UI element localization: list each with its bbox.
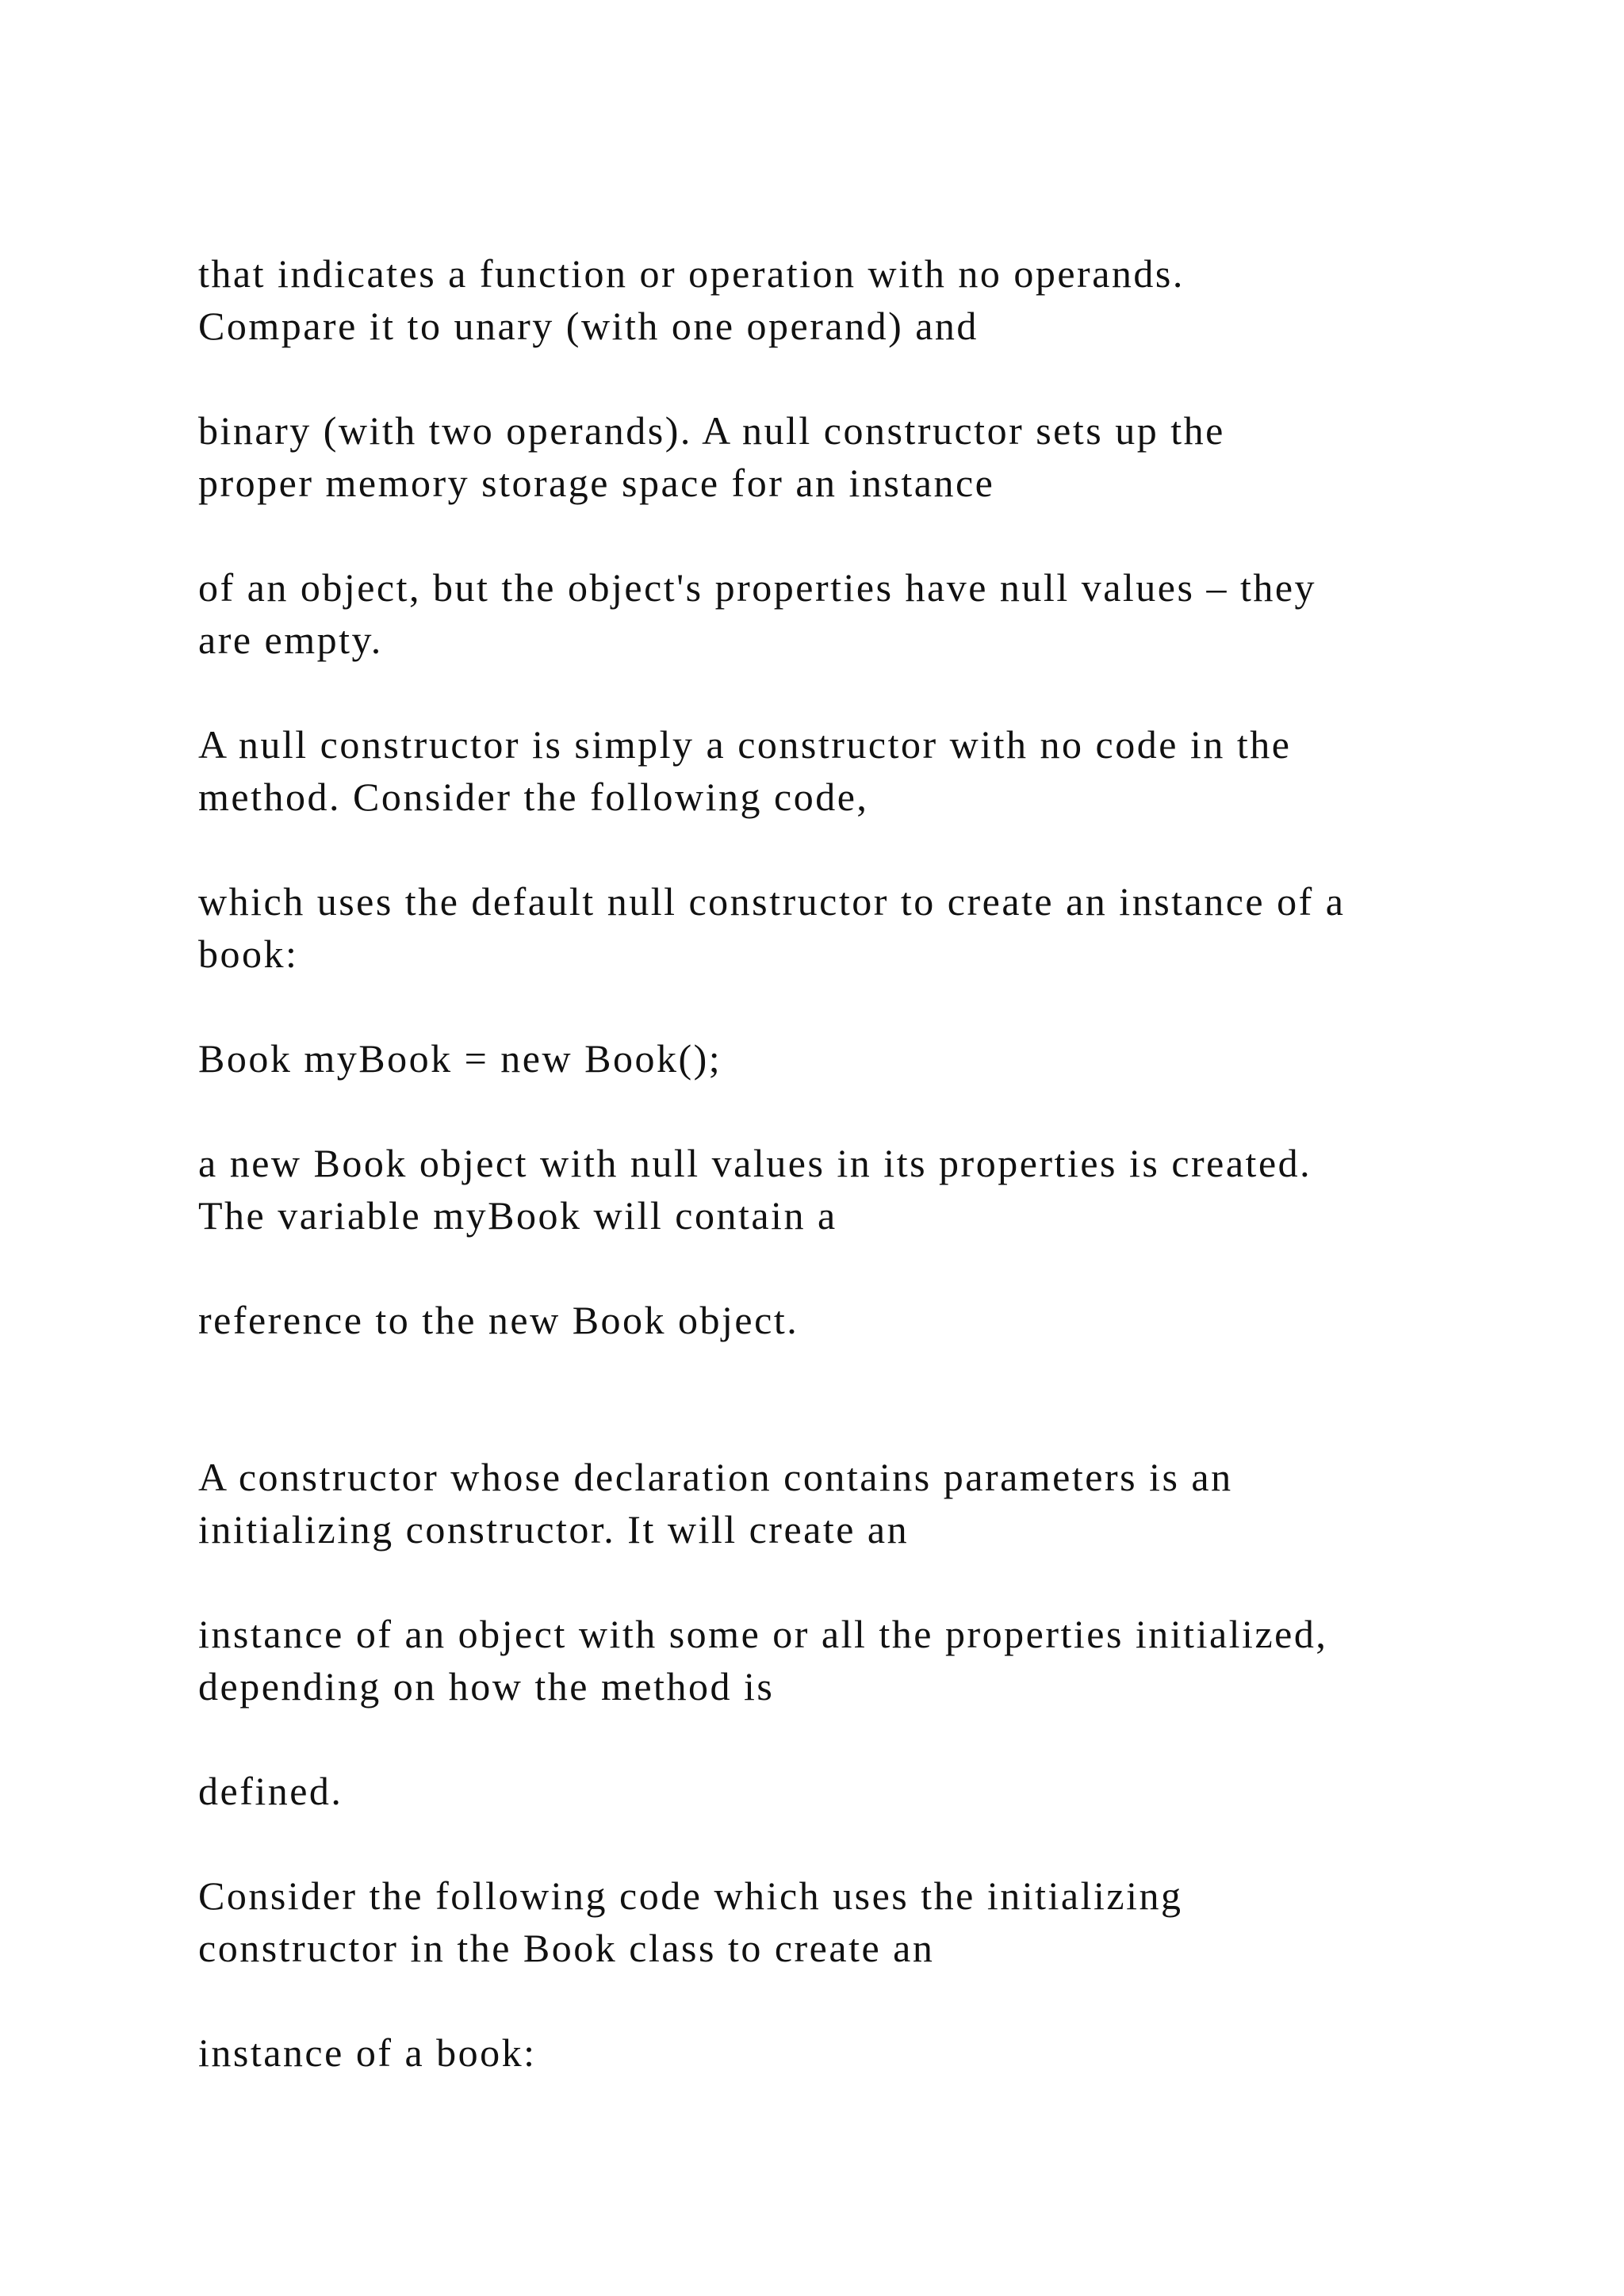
- text-line: A constructor whose declaration contains parameters is an: [198, 1455, 1233, 1499]
- paragraph-5: [198, 875, 1507, 980]
- paragraph-13: [198, 2026, 1507, 2079]
- text-line: constructor in the Book class to create an: [198, 1926, 935, 1970]
- text-line: A null constructor is simply a constructor with no code in the: [198, 722, 1292, 767]
- text-line: proper memory storage space for an instance: [198, 461, 995, 505]
- text-line: binary (with two operands). A null constructor sets up the: [198, 408, 1225, 453]
- text-line: a new Book object with null values in its properties is created.: [198, 1141, 1312, 1185]
- paragraph-3: [198, 561, 1507, 666]
- text-line: The variable myBook will contain a: [198, 1193, 837, 1238]
- text-line: method. Consider the following code,: [198, 775, 869, 819]
- paragraph-9: [198, 1451, 1507, 1556]
- text-line: of an object, but the object's properties have null values – they: [198, 565, 1317, 610]
- paragraph-12: [198, 1869, 1507, 1974]
- paragraph-4: [198, 718, 1507, 823]
- text-line: instance of a book:: [198, 2030, 537, 2075]
- paragraph-2: [198, 404, 1507, 509]
- text-line: reference to the new Book object.: [198, 1298, 799, 1342]
- text-line: Consider the following code which uses the initializing: [198, 1873, 1183, 1918]
- text-line: initializing constructor. It will create an: [198, 1507, 910, 1552]
- text-line: defined.: [198, 1769, 343, 1813]
- paragraph-8: [198, 1294, 1507, 1346]
- paragraph-10: [198, 1608, 1507, 1712]
- text-line: that indicates a function or operation with no operands.: [198, 251, 1185, 296]
- text-line: which uses the default null constructor to create an instance of a: [198, 879, 1346, 924]
- paragraph-11: [198, 1765, 1507, 1817]
- text-line: depending on how the method is: [198, 1664, 775, 1709]
- text-line: book:: [198, 932, 299, 976]
- text-line: Compare it to unary (with one operand) and: [198, 304, 979, 348]
- code-line: [198, 1032, 1507, 1085]
- text-line: instance of an object with some or all the properties initialized,: [198, 1612, 1328, 1656]
- paragraph-7: [198, 1137, 1507, 1242]
- paragraph-1: [198, 247, 1507, 352]
- text-line: Book myBook = new Book();: [198, 1036, 722, 1081]
- text-line: are empty.: [198, 618, 383, 662]
